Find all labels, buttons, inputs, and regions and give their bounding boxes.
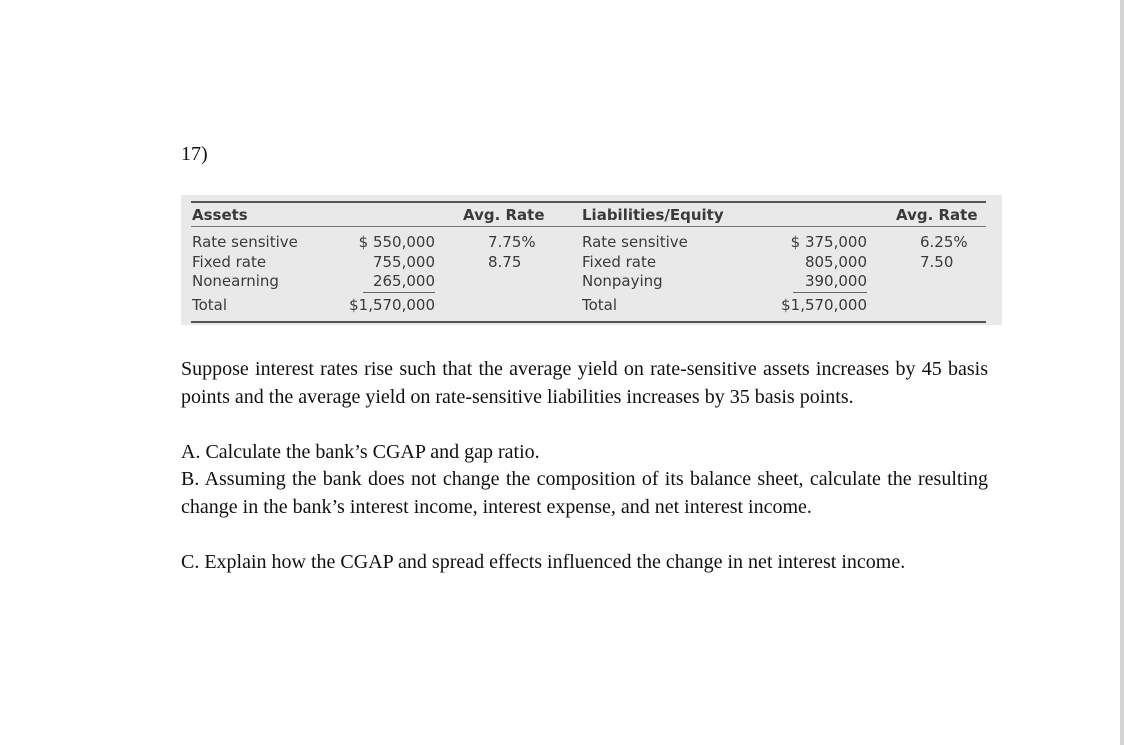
question-part-b: B. Assuming the bank does not change the composition of its balance sheet, calculate the resulting change in the bank’s interest income, interest expense, and net interest income. bbox=[181, 468, 988, 518]
header-rule bbox=[191, 226, 986, 227]
header-liabilities-equity: Liabilities/Equity bbox=[582, 206, 724, 224]
asset-amount-total: $1,570,000 bbox=[349, 296, 435, 314]
liability-amount-nonpaying: 390,000 bbox=[804, 272, 867, 290]
liability-amount-fixed-rate: 805,000 bbox=[804, 253, 867, 271]
header-liabilities-avg-rate: Avg. Rate bbox=[896, 206, 978, 224]
asset-amount-rate-sensitive: $ 550,000 bbox=[358, 233, 435, 251]
question-number: 17) bbox=[181, 143, 208, 165]
asset-label-fixed-rate: Fixed rate bbox=[192, 253, 267, 271]
table-bottom-rule bbox=[191, 321, 986, 323]
asset-label-nonearning: Nonearning bbox=[192, 272, 279, 290]
liability-label-fixed-rate: Fixed rate bbox=[582, 253, 657, 271]
header-assets: Assets bbox=[192, 206, 248, 224]
asset-rate-fixed-rate: 8.75 bbox=[488, 253, 522, 271]
asset-amount-fixed-rate: 755,000 bbox=[372, 253, 435, 271]
header-assets-avg-rate: Avg. Rate bbox=[463, 206, 545, 224]
question-part-c: C. Explain how the CGAP and spread effects influenced the change in net interest income. bbox=[181, 551, 906, 573]
liability-sum-rule bbox=[793, 292, 867, 293]
liability-label-total: Total bbox=[582, 296, 618, 314]
asset-label-total: Total bbox=[192, 296, 228, 314]
asset-sum-rule bbox=[363, 292, 435, 293]
liability-label-nonpaying: Nonpaying bbox=[582, 272, 663, 290]
liability-rate-fixed-rate: 7.50 bbox=[920, 253, 954, 271]
liability-amount-total: $1,570,000 bbox=[781, 296, 867, 314]
liability-amount-rate-sensitive: $ 375,000 bbox=[790, 233, 867, 251]
asset-rate-rate-sensitive: 7.75% bbox=[488, 233, 536, 251]
question-intro: Suppose interest rates rise such that the average yield on rate-sensitive assets increases by 45 basis points and the average yield on rate-sensitive liabilities increases by 35 basis points. bbox=[181, 358, 988, 408]
asset-amount-nonearning: 265,000 bbox=[372, 272, 435, 290]
liability-rate-rate-sensitive: 6.25% bbox=[920, 233, 968, 251]
page-edge bbox=[1120, 0, 1124, 745]
liability-label-rate-sensitive: Rate sensitive bbox=[582, 233, 688, 251]
asset-label-rate-sensitive: Rate sensitive bbox=[192, 233, 298, 251]
question-part-a: A. Calculate the bank’s CGAP and gap ratio. bbox=[181, 441, 540, 463]
balance-sheet-table bbox=[181, 195, 1002, 325]
table-top-rule bbox=[191, 201, 986, 203]
